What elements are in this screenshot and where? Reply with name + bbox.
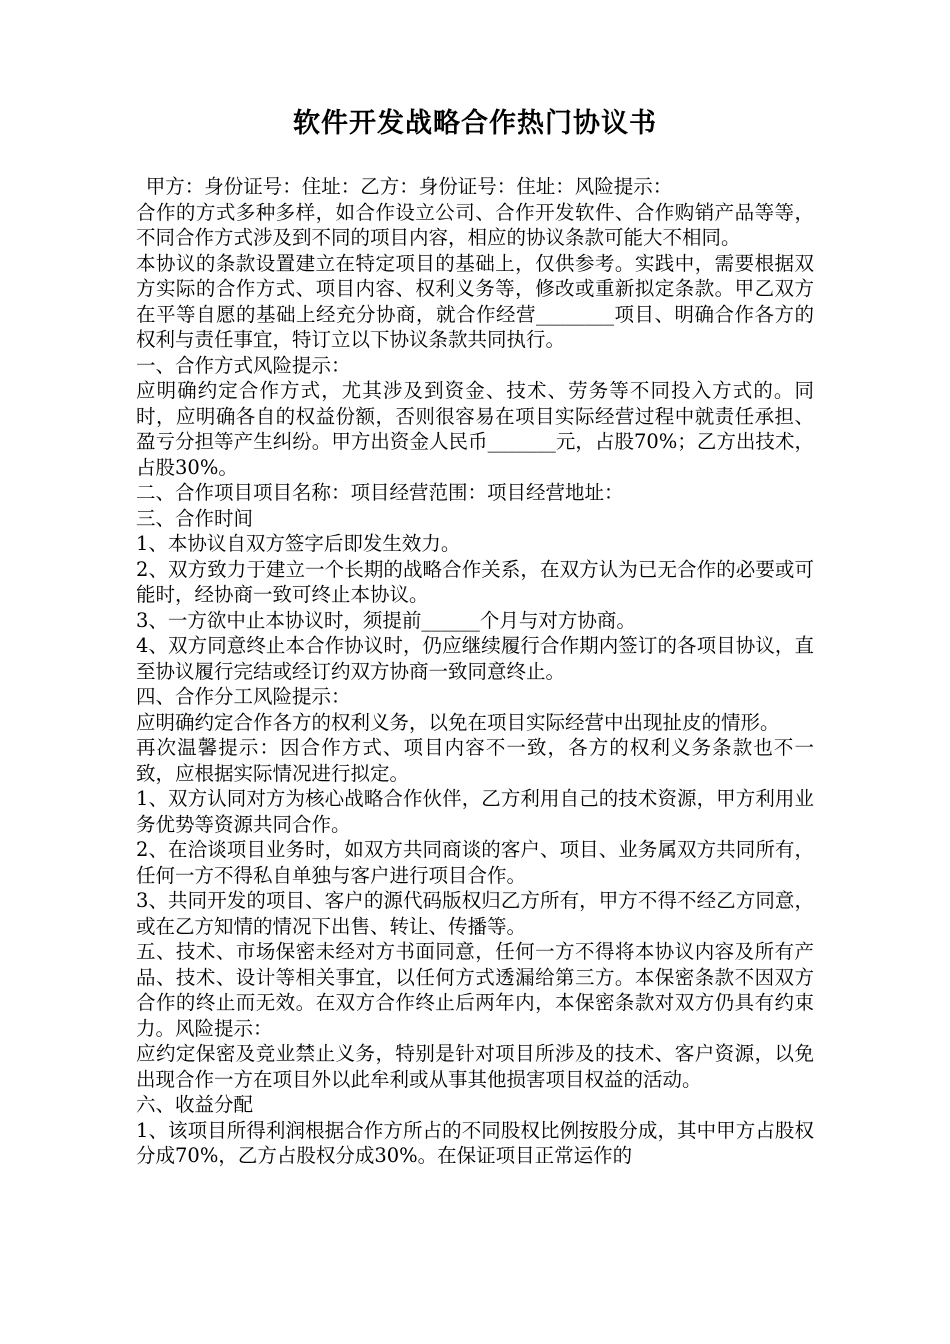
section-heading: 四、合作分工风险提示： [136,685,351,708]
body-paragraph: 应约定保密及竞业禁止义务，特别是针对项目所涉及的技术、客户资源，以免出现合作一方在项目外以此牟利或从事其他损害项目权益的活动。 [136,1042,814,1091]
body-paragraph: 再次温馨提示：因合作方式、项目内容不一致，各方的权利义务条款也不一致，应根据实际情况进行拟定。 [136,736,814,785]
section-heading: 六、收益分配 [136,1093,254,1116]
clause-item: 2、在洽谈项目业务时，如双方共同商谈的客户、项目、业务属双方共同所有，任何一方不得私自单独与客户进行项目合作。 [136,838,814,887]
section-heading: 五、技术、市场保密未经对方书面同意，任何一方不得将本协议内容及所有产品、技术、设计等相关事宜，以任何方式透漏给第三方。本保密条款不因双方合作的终止而无效。在双方合作终止后两年内，本保密条款对双方仍具有约束力。风险提示： [136,940,814,1040]
clause-item: 1、该项目所得利润根据合作方所占的不同股权比例按股分成，其中甲方占股权分成70%，乙方占股权分成30%。在保证项目正常运作的 [136,1118,814,1167]
body-paragraph: 本协议的条款设置建立在特定项目的基础上，仅供参考。实践中，需要根据双方实际的合作方式、项目内容、权利义务等，修改或重新拟定条款。甲乙双方在平等自愿的基础上经充分协商，就合作经营________项目、明确合作各方的权利与责任事宜，特订立以下协议条款共同执行。 [136,251,814,351]
clause-item: 3、一方欲中止本协议时，须提前______个月与对方协商。 [136,608,636,632]
clause-item: 1、双方认同对方为核心战略合作伙伴，乙方利用自己的技术资源，甲方利用业务优势等资源共同合作。 [136,787,814,836]
body-paragraph: 合作的方式多种多样，如合作设立公司、合作开发软件、合作购销产品等等，不同合作方式涉及到不同的项目内容，相应的协议条款可能大不相同。 [136,200,814,249]
body-paragraph: 应明确约定合作各方的权利义务，以免在项目实际经营中出现扯皮的情形。 [136,710,780,734]
section-heading: 三、合作时间 [136,506,254,530]
section-heading: 二、合作项目项目名称：项目经营范围：项目经营地址： [136,481,624,504]
party-info-paragraph: 甲方：身份证号：住址：乙方：身份证号：住址：风险提示： [145,175,673,198]
section-heading: 一、合作方式风险提示： [136,353,351,377]
clause-item: 3、共同开发的项目、客户的源代码版权归乙方所有，甲方不得不经乙方同意，或在乙方知情的情况下出售、转让、传播等。 [136,889,814,938]
document-body [136,174,814,1169]
clause-item: 1、本协议自双方签字后即发生效力。 [136,532,461,555]
document-title: 软件开发战略合作热门协议书 [293,108,657,139]
body-paragraph: 应明确约定合作方式，尤其涉及到资金、技术、劳务等不同投入方式的。同时，应明确各自的权益份额，否则很容易在项目实际经营过程中就责任承担、盈亏分担等产生纠纷。甲方出资金人民币_______元，占股70%；乙方出技术，占股30%。 [136,379,814,479]
clause-item: 2、双方致力于建立一个长期的战略合作关系，在双方认为已无合作的必要或可能时，经协商一致可终止本协议。 [136,557,814,606]
clause-item: 4、双方同意终止本合作协议时，仍应继续履行合作期内签订的各项目协议，直至协议履行完结或经订约双方协商一致同意终止。 [136,634,814,683]
